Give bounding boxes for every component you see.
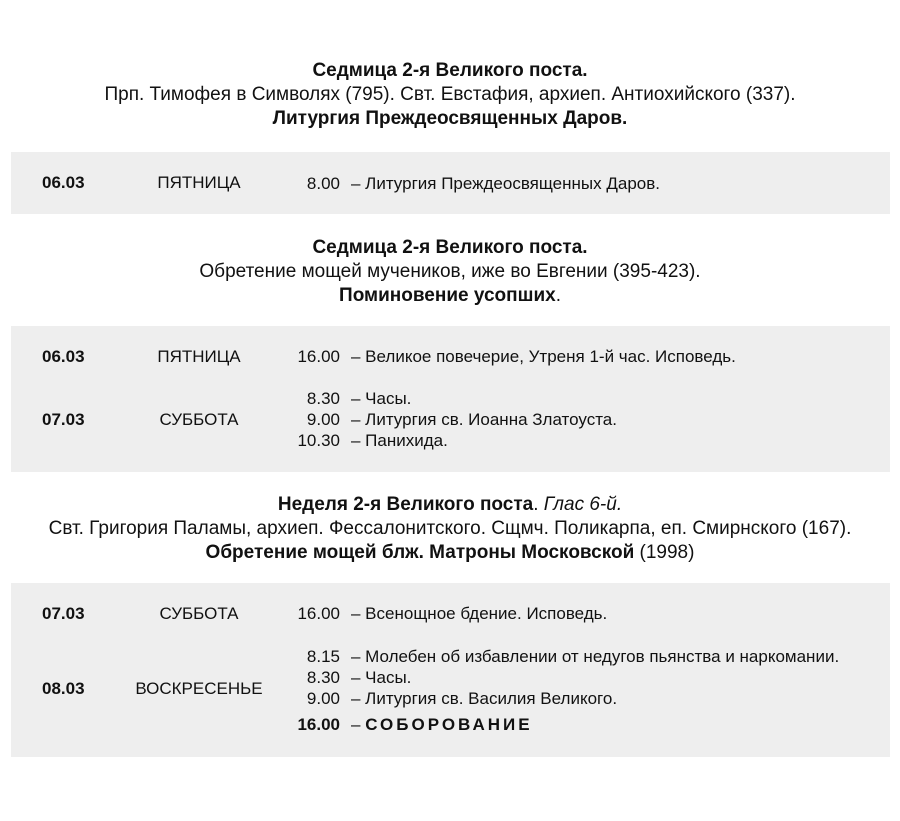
- section-2-service: Поминовение усопших: [339, 285, 556, 306]
- section-3-title: Неделя 2-я Великого поста: [277, 494, 534, 515]
- event-time: 8.30: [306, 668, 340, 687]
- event-time: 16.00: [297, 347, 340, 366]
- section-1-title: Седмица 2-я Великого поста.: [312, 60, 588, 81]
- event-text: – Молебен об избавлении от недугов пьянства и наркомании.: [351, 647, 840, 666]
- event-text: [351, 714, 533, 736]
- event-row: [11, 667, 890, 689]
- section-2-heading: [0, 236, 900, 308]
- event-row: [11, 388, 890, 410]
- event-text: – Литургия св. Василия Великого.: [351, 689, 618, 708]
- section-1-saints: Прп. Тимофея в Символях (795). Свт. Евстафия, архиеп. Антиохийского (337).: [104, 84, 796, 105]
- day-row: [11, 326, 890, 386]
- section-3-feast: Обретение мощей блж. Матроны Московской: [205, 542, 635, 563]
- event-text: – Литургия Преждеосвященных Даров.: [351, 174, 660, 193]
- section-3-feast-year: (1998): [634, 542, 695, 563]
- event-text: – Часы.: [351, 668, 412, 687]
- event-time: 16.00: [297, 715, 340, 734]
- event-time: 9.00: [306, 689, 340, 708]
- day-row: [11, 643, 890, 757]
- event-row-highlight: [11, 714, 890, 736]
- event-unction: СОБОРОВАНИЕ: [365, 715, 533, 734]
- day-row: [11, 583, 890, 643]
- section-2-title: Седмица 2-я Великого поста.: [312, 237, 588, 258]
- section-3-saints: Свт. Григория Паламы, архиеп. Фессалонитского. Сщмч. Поликарпа, еп. Смирнского (167).: [48, 518, 852, 539]
- event-text: – Всенощное бдение. Исповедь.: [351, 604, 608, 623]
- day-date: 06.03: [42, 347, 85, 366]
- section-2-schedule: [11, 326, 890, 472]
- day-date: 06.03: [42, 173, 85, 192]
- event-row: [11, 603, 890, 625]
- event-dash: –: [351, 715, 366, 734]
- event-text: – Литургия св. Иоанна Златоуста.: [351, 410, 617, 429]
- section-2-service-suffix: .: [555, 285, 561, 306]
- day-date: 08.03: [42, 679, 85, 698]
- day-row: [11, 386, 890, 472]
- day-weekday: ВОСКРЕСЕНЬЕ: [135, 679, 263, 698]
- day-weekday: СУББОТА: [159, 604, 239, 623]
- section-2-saints: Обретение мощей мучеников, иже во Евгении (395-423).: [199, 261, 701, 282]
- section-3-schedule: [11, 583, 890, 757]
- event-text: – Часы.: [351, 389, 412, 408]
- event-row: [11, 646, 890, 668]
- day-weekday: ПЯТНИЦА: [157, 347, 241, 366]
- event-row: [11, 430, 890, 452]
- day-row: [11, 152, 890, 214]
- event-time: 8.00: [306, 174, 340, 193]
- section-1-service: Литургия Преждеосвященных Даров.: [272, 108, 628, 129]
- event-text: – Великое повечерие, Утреня 1-й час. Исповедь.: [351, 347, 736, 366]
- section-3-title-line: [0, 493, 900, 517]
- event-time: 8.30: [306, 389, 340, 408]
- day-date: 07.03: [42, 604, 85, 623]
- event-text: – Панихида.: [351, 431, 448, 450]
- section-3-heading: [0, 493, 900, 565]
- section-1-schedule: [11, 152, 890, 214]
- event-row: [11, 409, 890, 431]
- event-time: 10.30: [297, 431, 340, 450]
- day-weekday: СУББОТА: [159, 410, 239, 429]
- event-row: [11, 688, 890, 710]
- event-time: 9.00: [306, 410, 340, 429]
- section-3-feast-line: [0, 541, 900, 565]
- section-1-heading: [0, 59, 900, 131]
- day-date: 07.03: [42, 410, 85, 429]
- section-3-title-sep: .: [533, 494, 544, 515]
- event-time: 8.15: [306, 647, 340, 666]
- section-3-tone: Глас 6-й.: [543, 494, 623, 515]
- day-weekday: ПЯТНИЦА: [157, 173, 241, 192]
- event-row: [11, 346, 890, 368]
- event-time: 16.00: [297, 604, 340, 623]
- event-row: [11, 173, 890, 195]
- section-2-service-line: [0, 284, 900, 308]
